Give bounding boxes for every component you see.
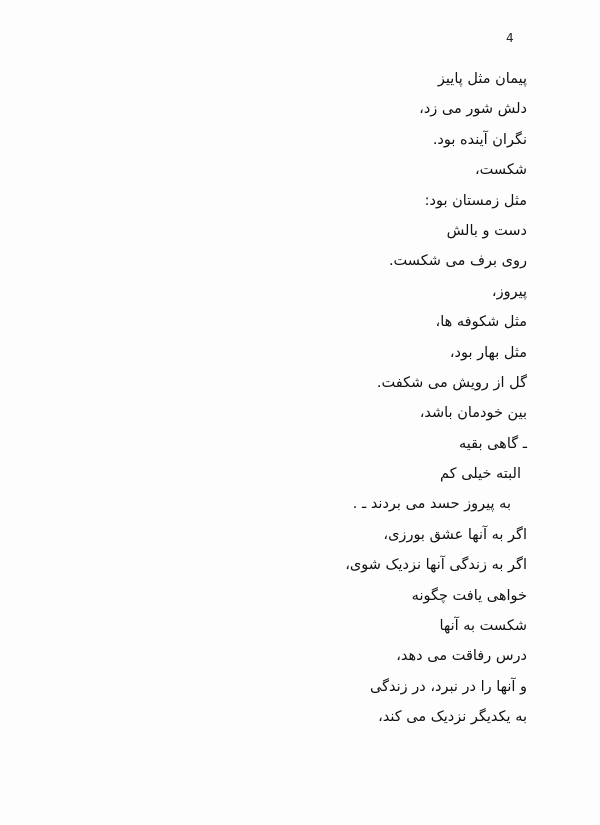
poem-line: درس رفاقت می دهد، xyxy=(396,648,527,665)
poem-line: اگر به زندگی آنها نزدیک شوی، xyxy=(345,557,527,574)
poem-line: البته خیلی کم xyxy=(440,466,521,483)
poem-line: به پیروز حسد می بردند ـ . xyxy=(352,496,511,513)
poem-line: مثل زمستان بود: xyxy=(424,192,527,209)
poem-line: اگر به آنها عشق بورزی، xyxy=(383,526,527,543)
poem-line: پیمان مثل پاییز xyxy=(437,71,527,87)
poem-line: نگران آینده بود. xyxy=(432,131,527,148)
poem-line: شکست به آنها xyxy=(439,618,527,635)
poem-line: به یکدیگر نزدیک می کند، xyxy=(378,709,527,726)
poem-line: دست و بالش xyxy=(446,222,527,239)
poem-line: و آنها را در نبرد، در زندگی xyxy=(370,678,527,695)
poem-line: روی برف می شکست. xyxy=(388,253,527,270)
poem-line: مثل شکوفه ها، xyxy=(435,314,527,331)
poem-line: دلش شور می زد، xyxy=(419,101,527,118)
page-number: 4 xyxy=(506,31,514,45)
poem-text xyxy=(127,64,527,733)
poem-line: ـ گاهی بقیه xyxy=(458,435,527,452)
poem-line: شکست، xyxy=(474,162,527,179)
poem-line: مثل بهار بود، xyxy=(449,344,527,361)
poem-line: بین خودمان باشد، xyxy=(419,405,527,422)
poem-line: گل از رویش می شکفت. xyxy=(376,374,527,391)
poem-line: خواهی یافت چگونه xyxy=(411,587,527,604)
poem-line: پیروز، xyxy=(491,283,527,300)
